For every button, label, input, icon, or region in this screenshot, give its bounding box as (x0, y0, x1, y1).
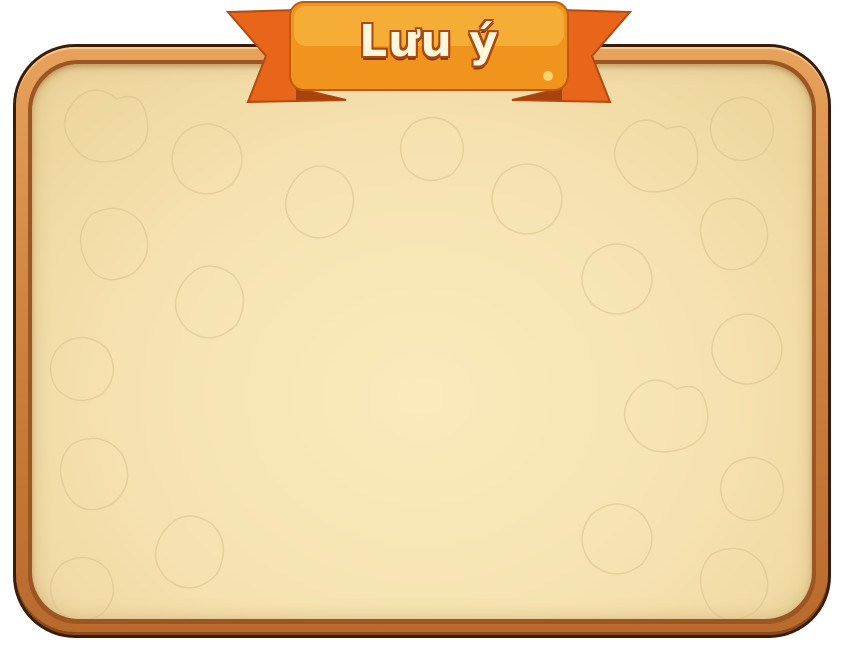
dialog-title: Lưu ý (359, 15, 499, 67)
dialog-content-panel (32, 64, 812, 619)
fruit-pattern-icon (32, 64, 812, 619)
title-ribbon-banner (226, 0, 632, 106)
